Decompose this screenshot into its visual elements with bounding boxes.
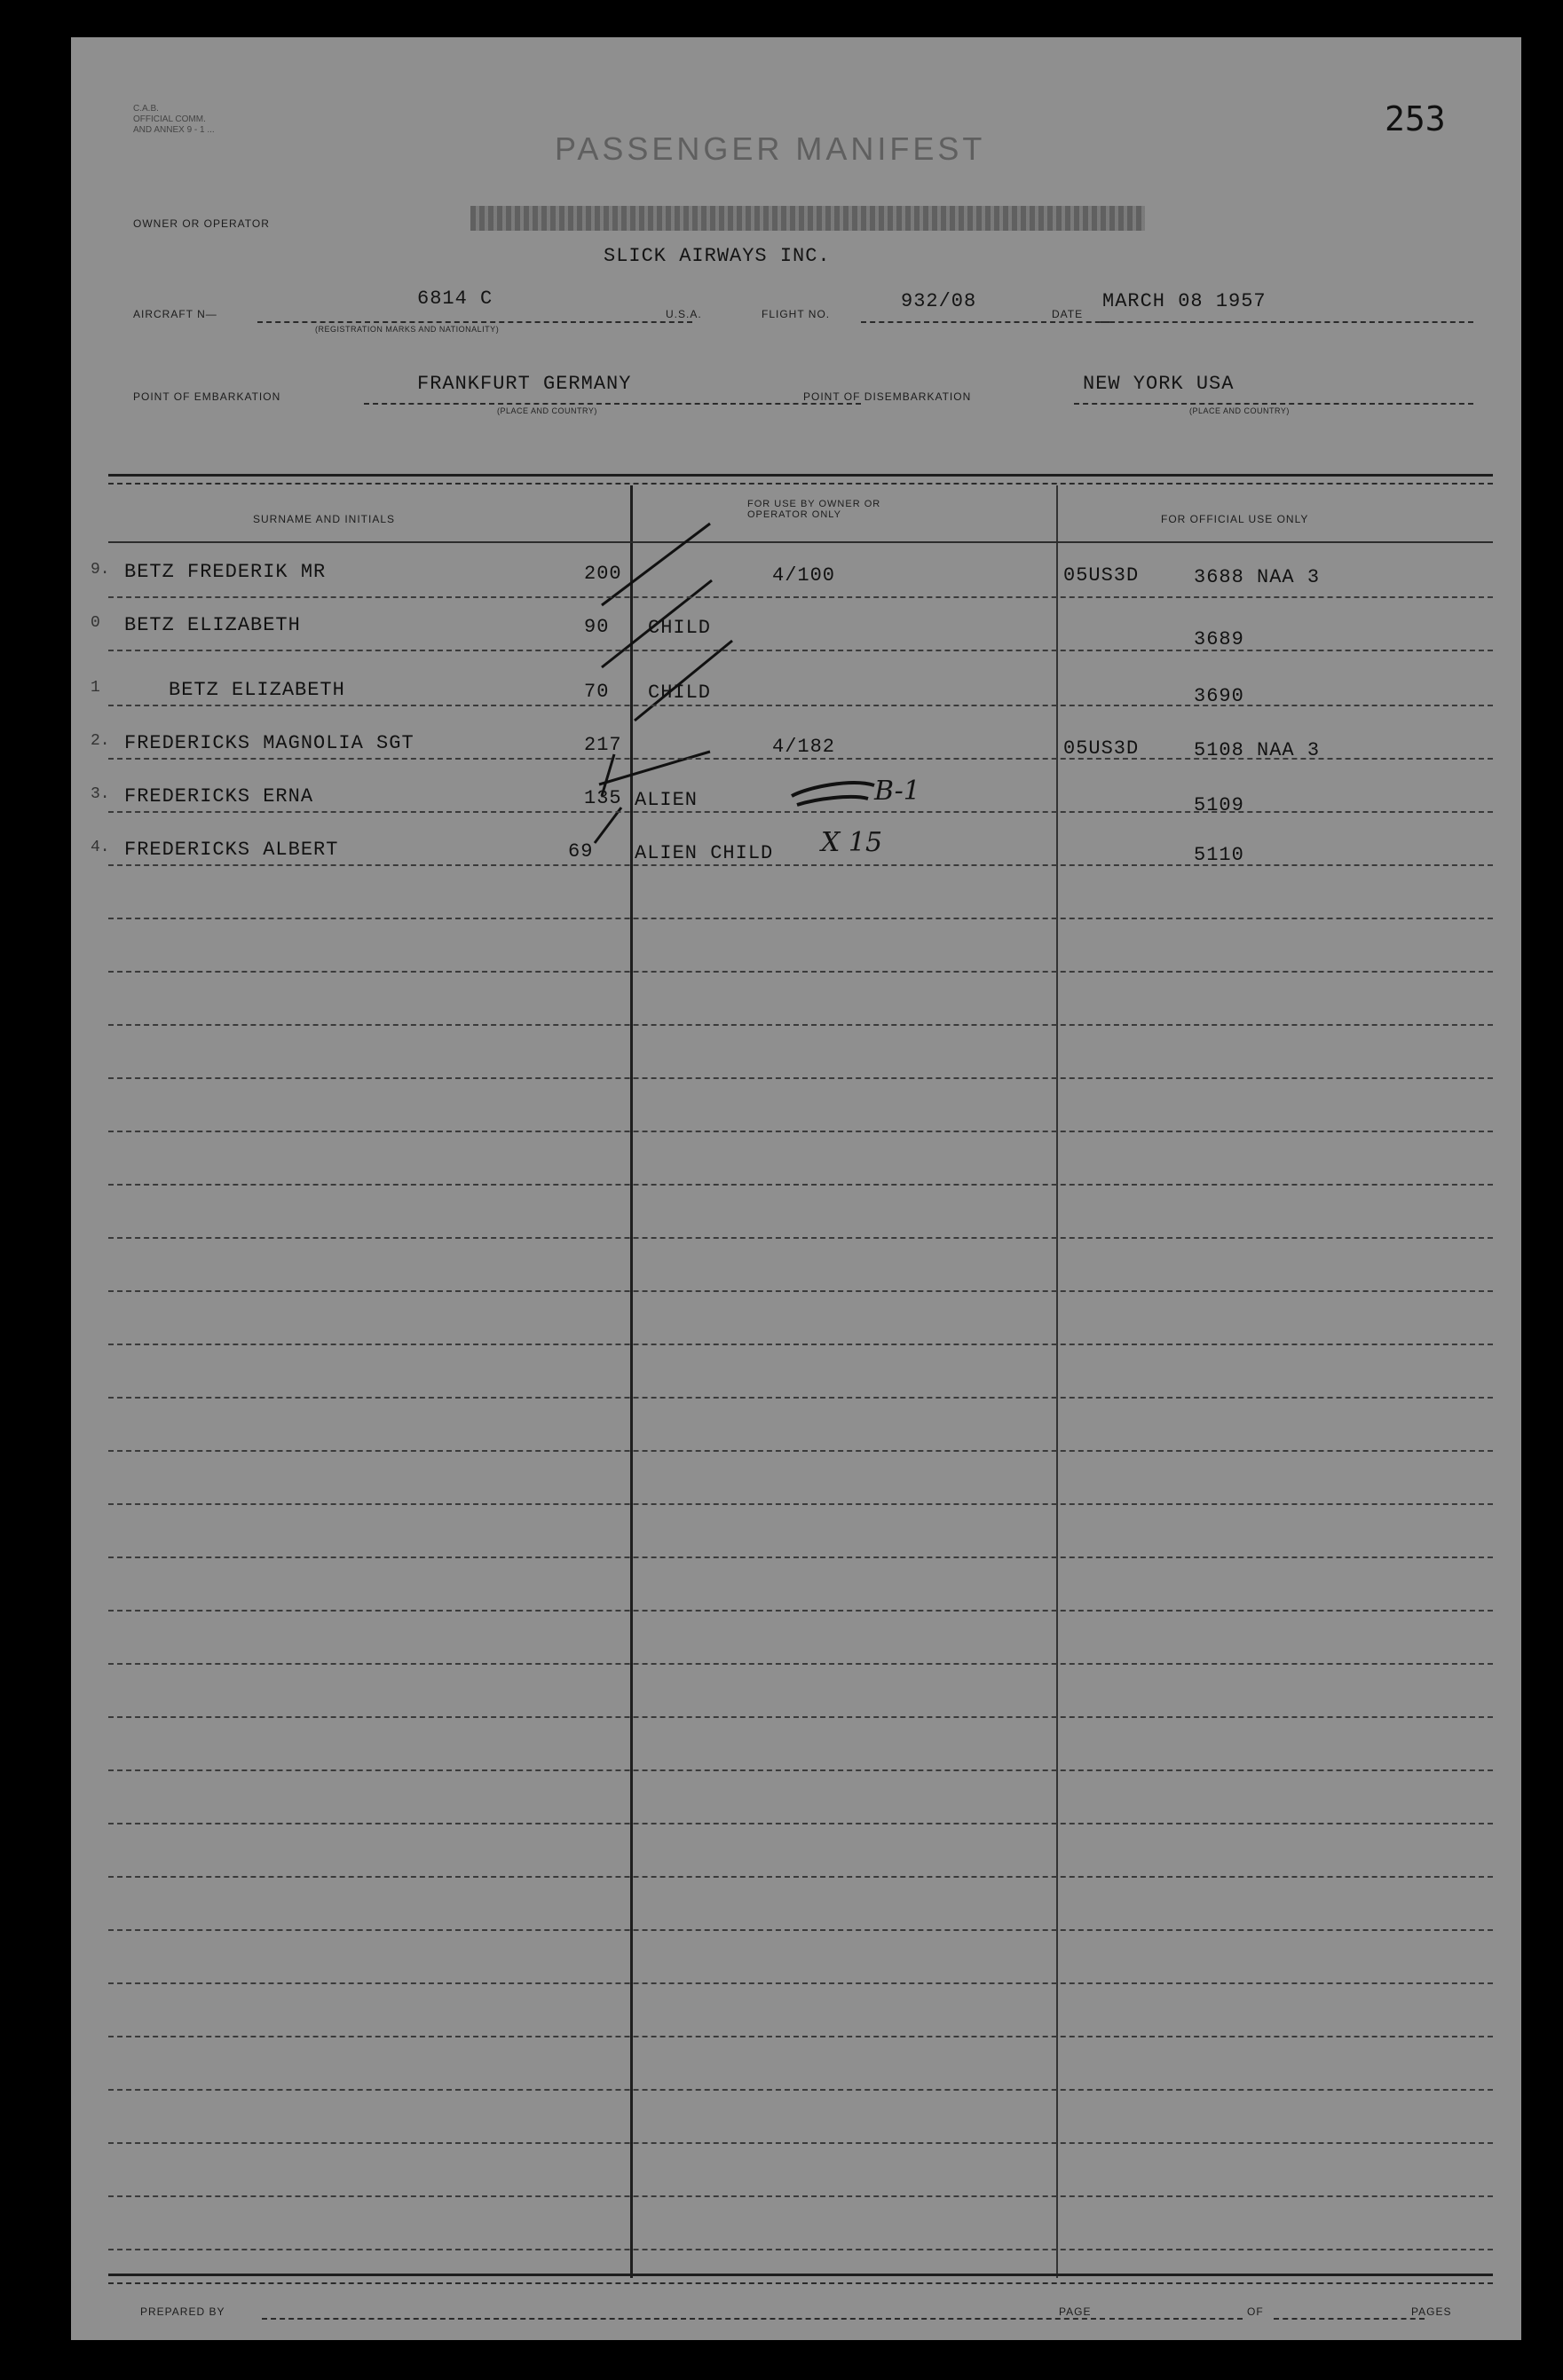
row-official-no: 3689 [1194,628,1244,650]
row-official-code: 05US3D [1063,737,1140,760]
row-operator: 4/182 [772,736,836,758]
row-official-no: 5109 [1194,794,1244,816]
row-name: BETZ FREDERIK MR [124,561,327,583]
disembarkation-value: NEW YORK USA [1083,373,1235,395]
page-number: 253 [1385,99,1446,138]
row-rule [108,2089,1493,2091]
disembarkation-caption: (PLACE AND COUNTRY) [1189,406,1290,415]
row-name: FREDERICKS ERNA [124,785,314,808]
row-operator: 4/100 [772,564,836,587]
header-operator: FOR USE BY OWNER OR OPERATOR ONLY [747,499,881,520]
handwritten-note-albert: X 15 [821,827,883,858]
row-rule [108,1131,1493,1132]
disembarkation-label: POINT OF DISEMBARKATION [803,390,972,403]
embarkation-label: POINT OF EMBARKATION [133,390,281,403]
row-rule [108,1769,1493,1771]
owner-value: SLICK AIRWAYS INC. [604,245,831,267]
aircraft-caption: (REGISTRATION MARKS AND NATIONALITY) [315,325,500,334]
row-rule [108,1397,1493,1399]
row-operator: ALIEN CHILD [635,842,774,864]
row-mark: 9. [91,561,110,579]
row-rule [108,1237,1493,1239]
row-mark: 4. [91,839,110,856]
of-label: OF [1247,2305,1264,2318]
row-operator: CHILD [648,682,712,704]
of-line [1274,2318,1425,2320]
row-official-no: 3690 [1194,685,1244,707]
owner-label: OWNER OR OPERATOR [133,217,270,230]
row-operator: CHILD [648,617,712,639]
embarkation-caption: (PLACE AND COUNTRY) [497,406,597,415]
pages-label: PAGES [1411,2305,1452,2318]
row-official-no: 5110 [1194,844,1244,866]
flight-value: 932/08 [901,290,977,312]
check-mark-stroke [635,641,732,721]
handwritten-check-marks [71,37,1521,1013]
handwritten-note-erna: B-1 [874,776,920,807]
check-mark-stroke [602,754,614,796]
corner-note-line: C.A.B. [133,104,159,114]
page-label: PAGE [1059,2305,1092,2318]
scribble-strike [797,797,868,805]
row-official-no: 3688 NAA 3 [1194,566,1321,588]
check-mark-stroke [595,808,621,843]
row-rule [108,2249,1493,2250]
embarkation-value: FRANKFURT GERMANY [417,373,632,395]
row-rule [108,1290,1493,1292]
row-rule [108,971,1493,973]
row-weight: 70 [584,681,610,703]
manifest-title: PASSENGER MANIFEST [555,130,986,167]
row-rule [108,1876,1493,1878]
row-mark: 3. [91,785,110,803]
table-bottom-rule-2 [108,2282,1493,2284]
row-rule [108,1450,1493,1452]
row-weight: 135 [584,787,622,809]
row-weight: 90 [584,616,610,638]
aircraft-value: 6814 C [417,288,493,310]
check-mark-stroke [599,752,710,784]
row-rule [108,1077,1493,1079]
row-name: BETZ ELIZABETH [124,614,301,636]
page-line [1109,2318,1243,2320]
date-label: DATE [1052,308,1084,320]
row-rule [108,1610,1493,1612]
prepared-by-label: PREPARED BY [140,2305,225,2318]
row-weight: 217 [584,734,622,756]
row-operator: ALIEN [635,789,699,811]
row-weight: 200 [584,563,622,585]
prepared-by-line [262,2318,1105,2320]
header-official: FOR OFFICIAL USE ONLY [1161,513,1309,525]
row-rule [108,1663,1493,1665]
row-official-code: 05US3D [1063,564,1140,587]
flight-label: FLIGHT NO. [762,308,831,320]
row-name: BETZ ELIZABETH [169,679,345,701]
row-name: FREDERICKS ALBERT [124,839,339,861]
row-rule [108,1716,1493,1718]
row-rule [108,650,1493,651]
usa-label: U.S.A. [666,308,702,320]
row-rule [108,1556,1493,1558]
row-rule [108,1024,1493,1026]
row-official-no: 5108 NAA 3 [1194,739,1321,761]
row-rule [108,2036,1493,2037]
row-rule [108,811,1493,813]
row-mark: 2. [91,732,110,750]
manifest-sheet [71,37,1521,2340]
row-mark: 1 [91,679,100,697]
row-rule [108,864,1493,866]
row-rule [108,1929,1493,1931]
row-rule [108,705,1493,706]
date-value: MARCH 08 1957 [1102,290,1267,312]
row-rule [108,1344,1493,1345]
row-rule [108,1184,1493,1186]
row-rule [108,596,1493,598]
row-mark: 0 [91,614,100,632]
row-rule [108,1503,1493,1505]
corner-note-line: OFFICIAL COMM. [133,114,206,124]
corner-note-line: AND ANNEX 9 - 1 ... [133,125,215,135]
scribble-strike [792,783,874,796]
row-rule [108,918,1493,919]
row-rule [108,2195,1493,2197]
row-name: FREDERICKS MAGNOLIA SGT [124,732,414,754]
aircraft-label: AIRCRAFT N— [133,308,217,320]
header-surname: SURNAME AND INITIALS [253,513,396,525]
row-rule [108,1823,1493,1824]
row-rule [108,1982,1493,1984]
row-rule [108,758,1493,760]
row-rule [108,2142,1493,2144]
row-weight: 69 [568,840,594,863]
table-bottom-rule [108,2274,1493,2276]
